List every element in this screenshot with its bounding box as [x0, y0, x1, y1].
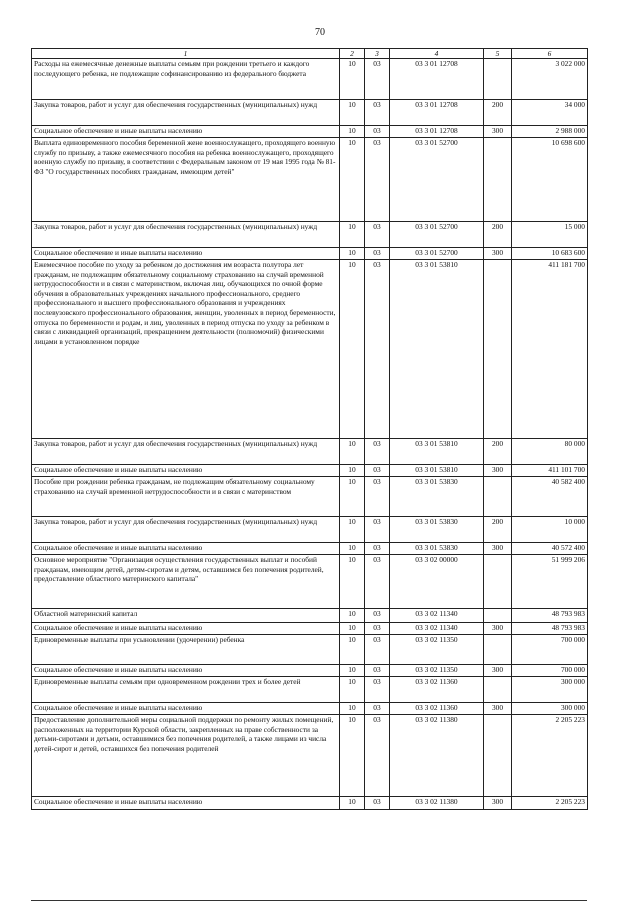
row-type: 200 [484, 517, 512, 543]
table-row [32, 797, 588, 810]
row-code: 03 3 01 53830 [390, 477, 484, 517]
row-section: 10 [340, 59, 365, 100]
row-section: 10 [340, 677, 365, 703]
row-code: 03 3 01 12708 [390, 59, 484, 100]
row-name: Социальное обеспечение и иные выплаты населению [32, 703, 340, 715]
row-amount: 700 000 [512, 665, 588, 677]
row-code: 03 3 01 53830 [390, 517, 484, 543]
row-subsection: 03 [365, 677, 390, 703]
row-section: 10 [340, 715, 365, 797]
table-row [32, 260, 588, 439]
row-amount: 300 000 [512, 703, 588, 715]
row-amount: 2 988 000 [512, 126, 588, 138]
row-subsection: 03 [365, 517, 390, 543]
row-name: Закупка товаров, работ и услуг для обеспечения государственных (муниципальных) нужд [32, 100, 340, 126]
row-subsection: 03 [365, 715, 390, 797]
row-type: 300 [484, 465, 512, 477]
row-subsection: 03 [365, 222, 390, 248]
table-row [32, 623, 588, 635]
row-code: 03 3 01 53830 [390, 543, 484, 555]
row-name: Основное мероприятие "Организация осуществления государственных выплат и пособий гражданам, имеющим детей, детям-сиротам и детям, оставшимся без попечения родителей, предоставление областного материнского капитала" [32, 555, 340, 609]
row-section: 10 [340, 543, 365, 555]
row-type: 300 [484, 543, 512, 555]
table-row [32, 703, 588, 715]
row-code: 03 3 02 11360 [390, 703, 484, 715]
row-amount: 48 793 983 [512, 623, 588, 635]
row-type [484, 609, 512, 623]
budget-table [31, 48, 588, 810]
row-subsection: 03 [365, 248, 390, 260]
row-code: 03 3 01 52700 [390, 222, 484, 248]
header-col-expense-type: 5 [484, 49, 512, 59]
table-row [32, 677, 588, 703]
row-type [484, 59, 512, 100]
row-code: 03 3 01 53810 [390, 465, 484, 477]
row-name: Закупка товаров, работ и услуг для обеспечения государственных (муниципальных) нужд [32, 517, 340, 543]
row-section: 10 [340, 138, 365, 222]
row-type: 200 [484, 100, 512, 126]
row-subsection: 03 [365, 555, 390, 609]
row-section: 10 [340, 623, 365, 635]
row-amount: 2 205 223 [512, 715, 588, 797]
row-code: 03 3 01 12708 [390, 126, 484, 138]
row-subsection: 03 [365, 609, 390, 623]
row-subsection: 03 [365, 138, 390, 222]
row-subsection: 03 [365, 623, 390, 635]
row-name: Пособие при рождении ребенка гражданам, не подлежащим обязательному социальному страхованию на случай временной нетрудоспособности и в связи с материнством [32, 477, 340, 517]
row-section: 10 [340, 465, 365, 477]
row-name: Ежемесячное пособие по уходу за ребенком до достижения им возраста полутора лет гражданам, не подлежащим обязательному социальному страхованию на случай временной нетрудоспособности и в связи с материнством, включая лиц, обучающихся по очной форме обучения в образовательных учреждениях начального профессионального, среднего профессионального и высшего профессионального образования и учреждениях послевузовского профессионального образования, женщин, уволенных в период беременности, отпуска по беременности и родам, и лиц, уволенных в период отпуска по уходу за ребенком в связи с ликвидацией организаций, прекращением деятельности (полномочий) физическими лицами в установленном порядке [32, 260, 340, 439]
header-col-subsection: 3 [365, 49, 390, 59]
row-section: 10 [340, 100, 365, 126]
table-row [32, 59, 588, 100]
row-type: 300 [484, 623, 512, 635]
row-code: 03 3 02 11380 [390, 797, 484, 810]
row-amount: 15 000 [512, 222, 588, 248]
page-number: 70 [315, 27, 325, 38]
row-section: 10 [340, 260, 365, 439]
table-row [32, 609, 588, 623]
row-subsection: 03 [365, 477, 390, 517]
row-amount: 10 683 600 [512, 248, 588, 260]
row-section: 10 [340, 126, 365, 138]
row-code: 03 3 01 53810 [390, 439, 484, 465]
row-type [484, 138, 512, 222]
row-code: 03 3 01 12708 [390, 100, 484, 126]
header-row [32, 49, 588, 59]
row-subsection: 03 [365, 465, 390, 477]
row-code: 03 3 02 11350 [390, 665, 484, 677]
table-row [32, 465, 588, 477]
row-subsection: 03 [365, 439, 390, 465]
row-code: 03 3 01 52700 [390, 138, 484, 222]
row-subsection: 03 [365, 797, 390, 810]
row-section: 10 [340, 248, 365, 260]
row-amount: 10 000 [512, 517, 588, 543]
row-amount: 700 000 [512, 635, 588, 665]
row-amount: 300 000 [512, 677, 588, 703]
row-subsection: 03 [365, 260, 390, 439]
table-row [32, 543, 588, 555]
table-row [32, 635, 588, 665]
row-section: 10 [340, 665, 365, 677]
row-type [484, 635, 512, 665]
row-name: Социальное обеспечение и иные выплаты населению [32, 623, 340, 635]
row-code: 03 3 02 11360 [390, 677, 484, 703]
row-subsection: 03 [365, 703, 390, 715]
header-col-target-code: 4 [390, 49, 484, 59]
row-type: 200 [484, 439, 512, 465]
header-col-name: 1 [32, 49, 340, 59]
row-section: 10 [340, 439, 365, 465]
row-amount: 80 000 [512, 439, 588, 465]
row-name: Социальное обеспечение и иные выплаты населению [32, 797, 340, 810]
row-name: Выплата единовременного пособия беременной жене военнослужащего, проходящего военную службу по призыву, а также ежемесячного пособия на ребенка военнослужащего, проходящего военную службу по призыву, в соответствии с Федеральным законом от 19 мая 1995 года № 81-ФЗ "О государственных пособиях гражданам, имеющим детей" [32, 138, 340, 222]
row-name: Социальное обеспечение и иные выплаты населению [32, 465, 340, 477]
row-subsection: 03 [365, 126, 390, 138]
row-code: 03 3 02 11380 [390, 715, 484, 797]
row-type [484, 677, 512, 703]
row-subsection: 03 [365, 543, 390, 555]
row-amount: 40 582 400 [512, 477, 588, 517]
row-type: 300 [484, 703, 512, 715]
table-row [32, 222, 588, 248]
row-name: Закупка товаров, работ и услуг для обеспечения государственных (муниципальных) нужд [32, 222, 340, 248]
header-col-amount: 6 [512, 49, 588, 59]
row-amount: 10 698 600 [512, 138, 588, 222]
table-row [32, 517, 588, 543]
row-type: 200 [484, 222, 512, 248]
row-amount: 51 999 206 [512, 555, 588, 609]
row-type [484, 715, 512, 797]
table-row [32, 126, 588, 138]
row-name: Расходы на ежемесячные денежные выплаты семьям при рождении третьего и каждого последующего ребенка, не подлежащие софинансированию из федерального бюджета [32, 59, 340, 100]
row-name: Социальное обеспечение и иные выплаты населению [32, 126, 340, 138]
row-type: 300 [484, 126, 512, 138]
row-amount: 3 022 000 [512, 59, 588, 100]
row-section: 10 [340, 703, 365, 715]
row-subsection: 03 [365, 665, 390, 677]
row-name: Закупка товаров, работ и услуг для обеспечения государственных (муниципальных) нужд [32, 439, 340, 465]
row-code: 03 3 01 53810 [390, 260, 484, 439]
row-name: Социальное обеспечение и иные выплаты населению [32, 248, 340, 260]
row-section: 10 [340, 635, 365, 665]
row-amount: 411 181 700 [512, 260, 588, 439]
table-row [32, 555, 588, 609]
table-row [32, 439, 588, 465]
row-name: Социальное обеспечение и иные выплаты населению [32, 543, 340, 555]
row-code: 03 3 02 11340 [390, 623, 484, 635]
table-row [32, 248, 588, 260]
row-type: 300 [484, 797, 512, 810]
row-name: Областной материнский капитал [32, 609, 340, 623]
row-code: 03 3 02 00000 [390, 555, 484, 609]
row-type [484, 477, 512, 517]
table-row [32, 100, 588, 126]
row-subsection: 03 [365, 100, 390, 126]
row-subsection: 03 [365, 59, 390, 100]
row-section: 10 [340, 222, 365, 248]
page-bottom-rule [31, 900, 587, 901]
row-name: Единовременные выплаты при усыновлении (удочерении) ребенка [32, 635, 340, 665]
row-amount: 40 572 400 [512, 543, 588, 555]
header-col-section: 2 [340, 49, 365, 59]
row-subsection: 03 [365, 635, 390, 665]
row-section: 10 [340, 555, 365, 609]
table-row [32, 138, 588, 222]
table-row [32, 477, 588, 517]
row-amount: 48 793 983 [512, 609, 588, 623]
row-section: 10 [340, 609, 365, 623]
row-name: Предоставление дополнительной меры социальной поддержки по ремонту жилых помещений, расположенных на территории Курской области, закрепленных на праве собственности за детьми-сиротами и детьми, оставшимися без попечения родителей, а также лицами из числа детей-сирот и детей, оставшихся без попечения родителей [32, 715, 340, 797]
row-amount: 411 101 700 [512, 465, 588, 477]
row-code: 03 3 01 52700 [390, 248, 484, 260]
row-section: 10 [340, 797, 365, 810]
row-name: Единовременные выплаты семьям при одновременном рождении трех и более детей [32, 677, 340, 703]
row-name: Социальное обеспечение и иные выплаты населению [32, 665, 340, 677]
row-section: 10 [340, 517, 365, 543]
row-code: 03 3 02 11350 [390, 635, 484, 665]
row-type: 300 [484, 665, 512, 677]
row-amount: 34 000 [512, 100, 588, 126]
row-section: 10 [340, 477, 365, 517]
row-type [484, 555, 512, 609]
row-code: 03 3 02 11340 [390, 609, 484, 623]
row-type [484, 260, 512, 439]
row-type: 300 [484, 248, 512, 260]
table-row [32, 665, 588, 677]
table-row [32, 715, 588, 797]
row-amount: 2 205 223 [512, 797, 588, 810]
